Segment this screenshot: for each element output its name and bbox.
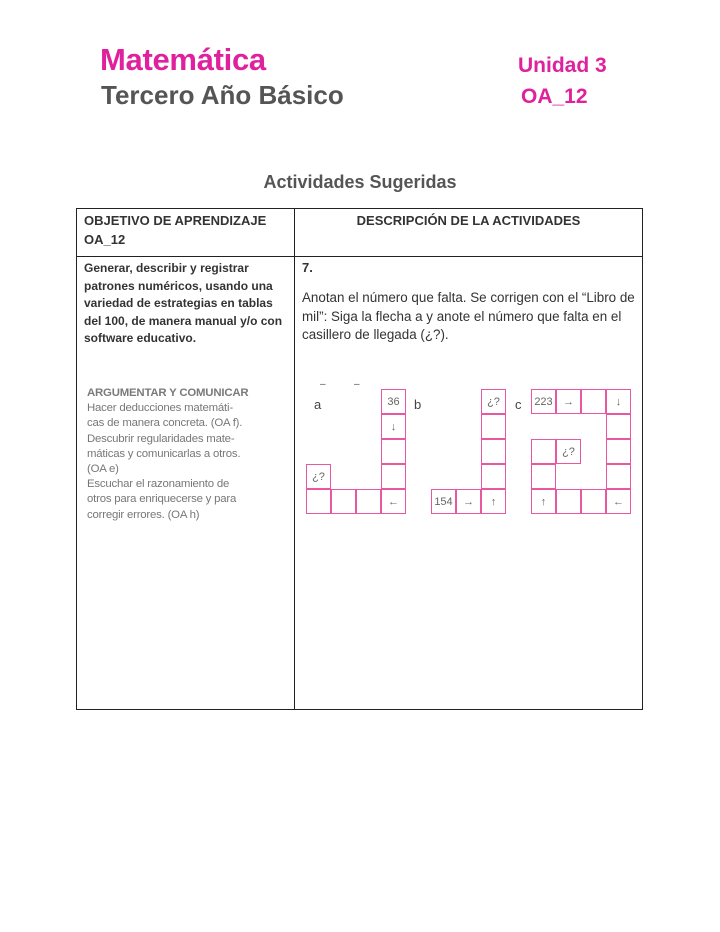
puzzle-b-cell	[481, 414, 506, 439]
column-divider	[294, 209, 295, 709]
skills-line: (OA e)	[87, 463, 119, 476]
arrow-down-icon: ↓	[381, 414, 406, 439]
skills-line: cas de manera concreta. (OA f).	[87, 417, 243, 430]
puzzle-a-cell	[356, 489, 381, 514]
puzzle-c-answer-cell[interactable]: ¿?	[556, 439, 581, 464]
puzzle-a-cell	[381, 439, 406, 464]
section-title: Actividades Sugeridas	[263, 172, 457, 192]
puzzle-a-label: a	[314, 397, 322, 412]
subject-title: Matemática	[100, 42, 266, 77]
skills-title: ARGUMENTAR Y COMUNICAR	[87, 387, 249, 399]
puzzle-c-cell	[581, 389, 606, 414]
puzzle-c-cell	[606, 439, 631, 464]
skills-box	[87, 386, 287, 523]
arrow-right-icon: →	[456, 489, 481, 514]
decorative-dash: –	[354, 379, 360, 390]
header-objective: OBJETIVO DE APRENDIZAJE OA_12	[84, 213, 267, 247]
skills-line: Escuchar el razonamiento de	[87, 478, 230, 491]
activity-number: 7.	[302, 260, 313, 275]
puzzle-b-cell	[481, 439, 506, 464]
skills-line: corregir errores. (OA h)	[87, 508, 200, 521]
skills-line: otros para enriquecerse y para	[87, 493, 237, 506]
unit-label: Unidad 3	[518, 54, 607, 77]
puzzle-a-start-cell: 36	[381, 389, 406, 414]
objective-text: Generar, describir y registrar patrones numéricos, usando una variedad de estrategias en tablas del 100, de manera manual y/o con software educativo.	[84, 261, 283, 346]
puzzle-c-cell	[606, 414, 631, 439]
puzzle-a-answer-cell[interactable]: ¿?	[306, 464, 331, 489]
puzzle-b-start-cell: 154	[431, 489, 456, 514]
puzzle-c-cell	[581, 489, 606, 514]
decorative-dash: –	[320, 379, 326, 390]
puzzle-c-cell	[556, 489, 581, 514]
puzzle-b-label: b	[414, 397, 422, 412]
arrow-down-icon: ↓	[606, 389, 631, 414]
puzzle-a-cell	[306, 489, 331, 514]
oa-code-label: OA_12	[521, 85, 588, 108]
skills-line: Descubrir regularidades mate-	[87, 432, 235, 445]
header-description: DESCRIPCIÓN DE LA ACTIVIDADES	[356, 213, 581, 228]
header-row-divider	[77, 256, 642, 257]
puzzle-c-label: c	[515, 397, 522, 412]
arrow-right-icon: →	[556, 389, 581, 414]
activity-description: Anotan el número que falta. Se corrigen con el “Libro de mil”: Siga la flecha a y anote el número que falta en el casillero de llegada (¿?).	[302, 290, 635, 343]
puzzle-c-cell	[606, 464, 631, 489]
grade-title: Tercero Año Básico	[101, 80, 344, 110]
puzzle-c-start-cell: 223	[531, 389, 556, 414]
puzzle-c-cell	[531, 464, 556, 489]
arrow-up-icon: ↑	[481, 489, 506, 514]
skills-line: máticas y comunicarlas a otros.	[87, 447, 241, 460]
skills-line: Hacer deducciones matemáti-	[87, 402, 233, 415]
arrow-left-icon: ←	[381, 489, 406, 514]
puzzle-a-cell	[331, 489, 356, 514]
arrow-up-icon: ↑	[531, 489, 556, 514]
puzzle-a-cell	[381, 464, 406, 489]
puzzle-b-answer-cell[interactable]: ¿?	[481, 389, 506, 414]
puzzle-c-cell	[531, 439, 556, 464]
puzzle-b-cell	[481, 464, 506, 489]
arrow-left-icon: ←	[606, 489, 631, 514]
